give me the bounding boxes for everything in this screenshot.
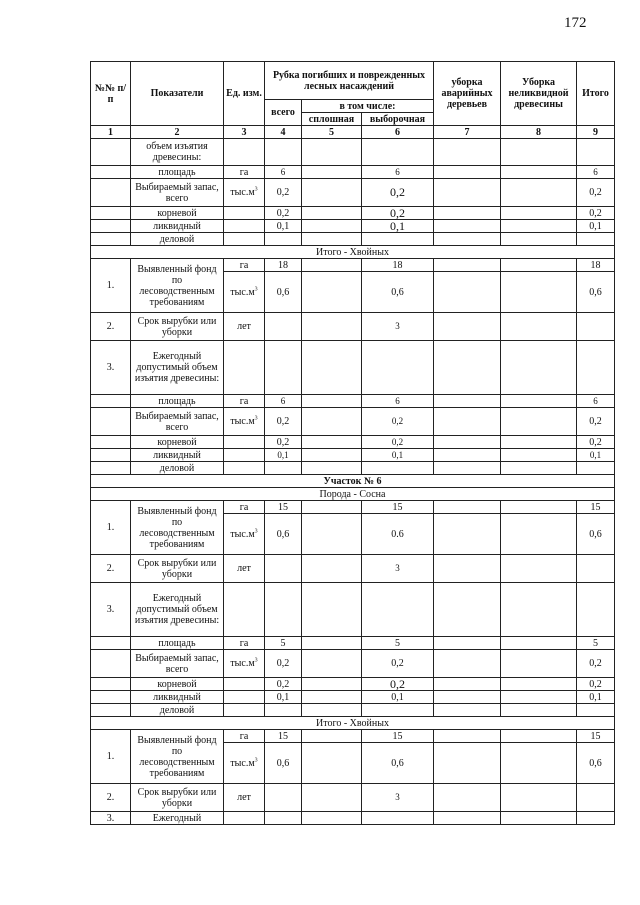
table-row xyxy=(91,408,615,436)
value-cell: 18 xyxy=(577,259,615,272)
value-cell: 15 xyxy=(265,730,302,743)
table-row xyxy=(91,462,615,475)
value-cell: 0,6 xyxy=(577,514,615,555)
table-row xyxy=(91,650,615,678)
value-cell: 0,2 xyxy=(265,408,302,436)
unit-cell: га xyxy=(224,395,265,408)
header-including: в том числе: xyxy=(302,100,434,113)
table-row xyxy=(91,220,615,233)
row-label: Выбираемый запас, всего xyxy=(131,650,224,678)
row-label: Выявленный фонд по лесоводственным требованиям xyxy=(131,501,224,555)
colnum: 8 xyxy=(501,126,577,139)
header-clear: сплошная xyxy=(302,113,362,126)
unit-cell: га xyxy=(224,259,265,272)
colnum: 3 xyxy=(224,126,265,139)
unit-cell: $тыс.м^3$ xyxy=(224,179,265,207)
value-cell: 0,6 xyxy=(265,272,302,313)
row-label: корневой xyxy=(131,436,224,449)
header-felling: Рубка погибших и поврежденных лесных насаждений xyxy=(265,62,434,100)
value-cell: 0,2 xyxy=(577,408,615,436)
row-label: площадь xyxy=(131,395,224,408)
value-cell: 6 xyxy=(265,395,302,408)
unit-cell: га xyxy=(224,501,265,514)
header-unit: Ед. изм. xyxy=(224,62,265,126)
header-illiquid: Уборка неликвидной древесины xyxy=(501,62,577,126)
table-row xyxy=(91,207,615,220)
colnum: 2 xyxy=(131,126,224,139)
value-cell: 0,2 xyxy=(362,650,434,678)
value-cell: 15 xyxy=(265,501,302,514)
row-number: 1. xyxy=(91,501,131,555)
row-label: Ежегодный xyxy=(131,812,224,825)
row-label: Выявленный фонд по лесоводственным требованиям xyxy=(131,730,224,784)
value-cell: 0,2 xyxy=(577,207,615,220)
value-cell: 0,2 xyxy=(362,179,434,207)
colnum: 9 xyxy=(577,126,615,139)
value-cell: 3 xyxy=(362,313,434,341)
value-cell: 18 xyxy=(362,259,434,272)
table-row xyxy=(91,691,615,704)
value-cell: 0,1 xyxy=(362,220,434,233)
value-cell: 15 xyxy=(362,501,434,514)
unit-cell: лет xyxy=(224,555,265,583)
value-cell: 0,2 xyxy=(362,408,434,436)
row-number: 3. xyxy=(91,341,131,395)
row-number: 2. xyxy=(91,784,131,812)
row-number: 3. xyxy=(91,812,131,825)
value-cell: 0,2 xyxy=(265,436,302,449)
row-label: ликвидный xyxy=(131,691,224,704)
row-label: Выбираемый запас, всего xyxy=(131,408,224,436)
value-cell: 15 xyxy=(577,501,615,514)
value-cell: 0,6 xyxy=(362,743,434,784)
table-row xyxy=(91,259,615,272)
value-cell: 15 xyxy=(362,730,434,743)
row-number: 1. xyxy=(91,730,131,784)
unit-cell: $тыс.м^3$ xyxy=(224,408,265,436)
row-label: площадь xyxy=(131,166,224,179)
value-cell: 0,1 xyxy=(265,449,302,462)
value-cell: 6 xyxy=(362,166,434,179)
header-selective: выборочная xyxy=(362,113,434,126)
row-label: Срок вырубки или уборки xyxy=(131,555,224,583)
row-number: 2. xyxy=(91,313,131,341)
section-title: Итого - Хвойных xyxy=(91,717,615,730)
unit-cell: лет xyxy=(224,313,265,341)
section-title: Участок № 6 xyxy=(91,475,615,488)
header-emergency: уборка аварийных деревьев xyxy=(434,62,501,126)
forest-felling-table xyxy=(90,61,615,825)
table-row xyxy=(91,637,615,650)
row-label: площадь xyxy=(131,637,224,650)
table-row xyxy=(91,583,615,637)
row-label: деловой xyxy=(131,462,224,475)
header-num: №№ п/п xyxy=(91,62,131,126)
value-cell: 6 xyxy=(265,166,302,179)
row-label: Выбираемый запас, всего xyxy=(131,179,224,207)
value-cell: 0,1 xyxy=(577,449,615,462)
table-row xyxy=(91,704,615,717)
value-cell: 5 xyxy=(265,637,302,650)
colnum: 6 xyxy=(362,126,434,139)
table-row xyxy=(91,139,615,166)
value-cell: 0,2 xyxy=(577,179,615,207)
value-cell: 0,1 xyxy=(265,220,302,233)
row-label: Срок вырубки или уборки xyxy=(131,784,224,812)
unit-cell: $тыс.м^3$ xyxy=(224,272,265,313)
row-label: ликвидный xyxy=(131,220,224,233)
table-row xyxy=(91,555,615,583)
header-total: всего xyxy=(265,100,302,126)
value-cell: 0,1 xyxy=(265,691,302,704)
value-cell: 3 xyxy=(362,555,434,583)
colnum: 7 xyxy=(434,126,501,139)
value-cell: 0,2 xyxy=(265,207,302,220)
unit-cell: $тыс.м^3$ xyxy=(224,514,265,555)
header-sum: Итого xyxy=(577,62,615,126)
table-row xyxy=(91,436,615,449)
colnum: 4 xyxy=(265,126,302,139)
table-row xyxy=(91,449,615,462)
value-cell: 6 xyxy=(577,166,615,179)
value-cell: 3 xyxy=(362,784,434,812)
value-cell: 0,1 xyxy=(362,449,434,462)
value-cell: 6 xyxy=(362,395,434,408)
section-title: Итого - Хвойных xyxy=(91,246,615,259)
row-label: Ежегодный допустимый объем изъятия древесины: xyxy=(131,583,224,637)
value-cell: 0,6 xyxy=(577,743,615,784)
value-cell: 0,2 xyxy=(265,650,302,678)
unit-cell: га xyxy=(224,637,265,650)
table-row xyxy=(91,341,615,395)
row-number: 1. xyxy=(91,259,131,313)
unit-cell: лет xyxy=(224,784,265,812)
table-row xyxy=(91,313,615,341)
unit-cell: га xyxy=(224,166,265,179)
table-row xyxy=(91,233,615,246)
row-label: Срок вырубки или уборки xyxy=(131,313,224,341)
row-label: Ежегодный допустимый объем изъятия древесины: xyxy=(131,341,224,395)
value-cell: 0,2 xyxy=(362,436,434,449)
value-cell: 5 xyxy=(362,637,434,650)
row-label: деловой xyxy=(131,233,224,246)
table-row xyxy=(91,179,615,207)
row-label: объем изъятия древесины: xyxy=(131,139,224,166)
row-label: деловой xyxy=(131,704,224,717)
unit-cell: $тыс.м^3$ xyxy=(224,743,265,784)
value-cell: 0,6 xyxy=(577,272,615,313)
value-cell: 18 xyxy=(265,259,302,272)
section-subtitle: Порода - Сосна xyxy=(91,488,615,501)
value-cell: 0,6 xyxy=(265,514,302,555)
value-cell: 0,1 xyxy=(362,691,434,704)
value-cell: 0,2 xyxy=(577,650,615,678)
value-cell: 0.6 xyxy=(362,514,434,555)
table-row xyxy=(91,784,615,812)
table-row xyxy=(91,395,615,408)
value-cell: 0,2 xyxy=(265,179,302,207)
value-cell: 0,6 xyxy=(362,272,434,313)
colnum: 1 xyxy=(91,126,131,139)
value-cell: 6 xyxy=(577,395,615,408)
row-number: 3. xyxy=(91,583,131,637)
value-cell: 15 xyxy=(577,730,615,743)
value-cell: 0,2 xyxy=(362,207,434,220)
row-label: корневой xyxy=(131,678,224,691)
table-row xyxy=(91,501,615,514)
row-number: 2. xyxy=(91,555,131,583)
column-numbers-row xyxy=(91,126,615,139)
table-row xyxy=(91,812,615,825)
page-number: 172 xyxy=(564,15,587,31)
table-row xyxy=(91,678,615,691)
row-label: корневой xyxy=(131,207,224,220)
row-label: ликвидный xyxy=(131,449,224,462)
unit-cell: $тыс.м^3$ xyxy=(224,650,265,678)
value-cell: 0,2 xyxy=(577,678,615,691)
colnum: 5 xyxy=(302,126,362,139)
table-row xyxy=(91,730,615,743)
value-cell: 0,6 xyxy=(265,743,302,784)
unit-cell: га xyxy=(224,730,265,743)
value-cell: 0,2 xyxy=(362,678,434,691)
value-cell: 0,1 xyxy=(577,220,615,233)
value-cell: 5 xyxy=(577,637,615,650)
table-row xyxy=(91,166,615,179)
header-indicators: Показатели xyxy=(131,62,224,126)
value-cell: 0,2 xyxy=(577,436,615,449)
value-cell: 0,2 xyxy=(265,678,302,691)
row-label: Выявленный фонд по лесоводственным требованиям xyxy=(131,259,224,313)
value-cell: 0,1 xyxy=(577,691,615,704)
